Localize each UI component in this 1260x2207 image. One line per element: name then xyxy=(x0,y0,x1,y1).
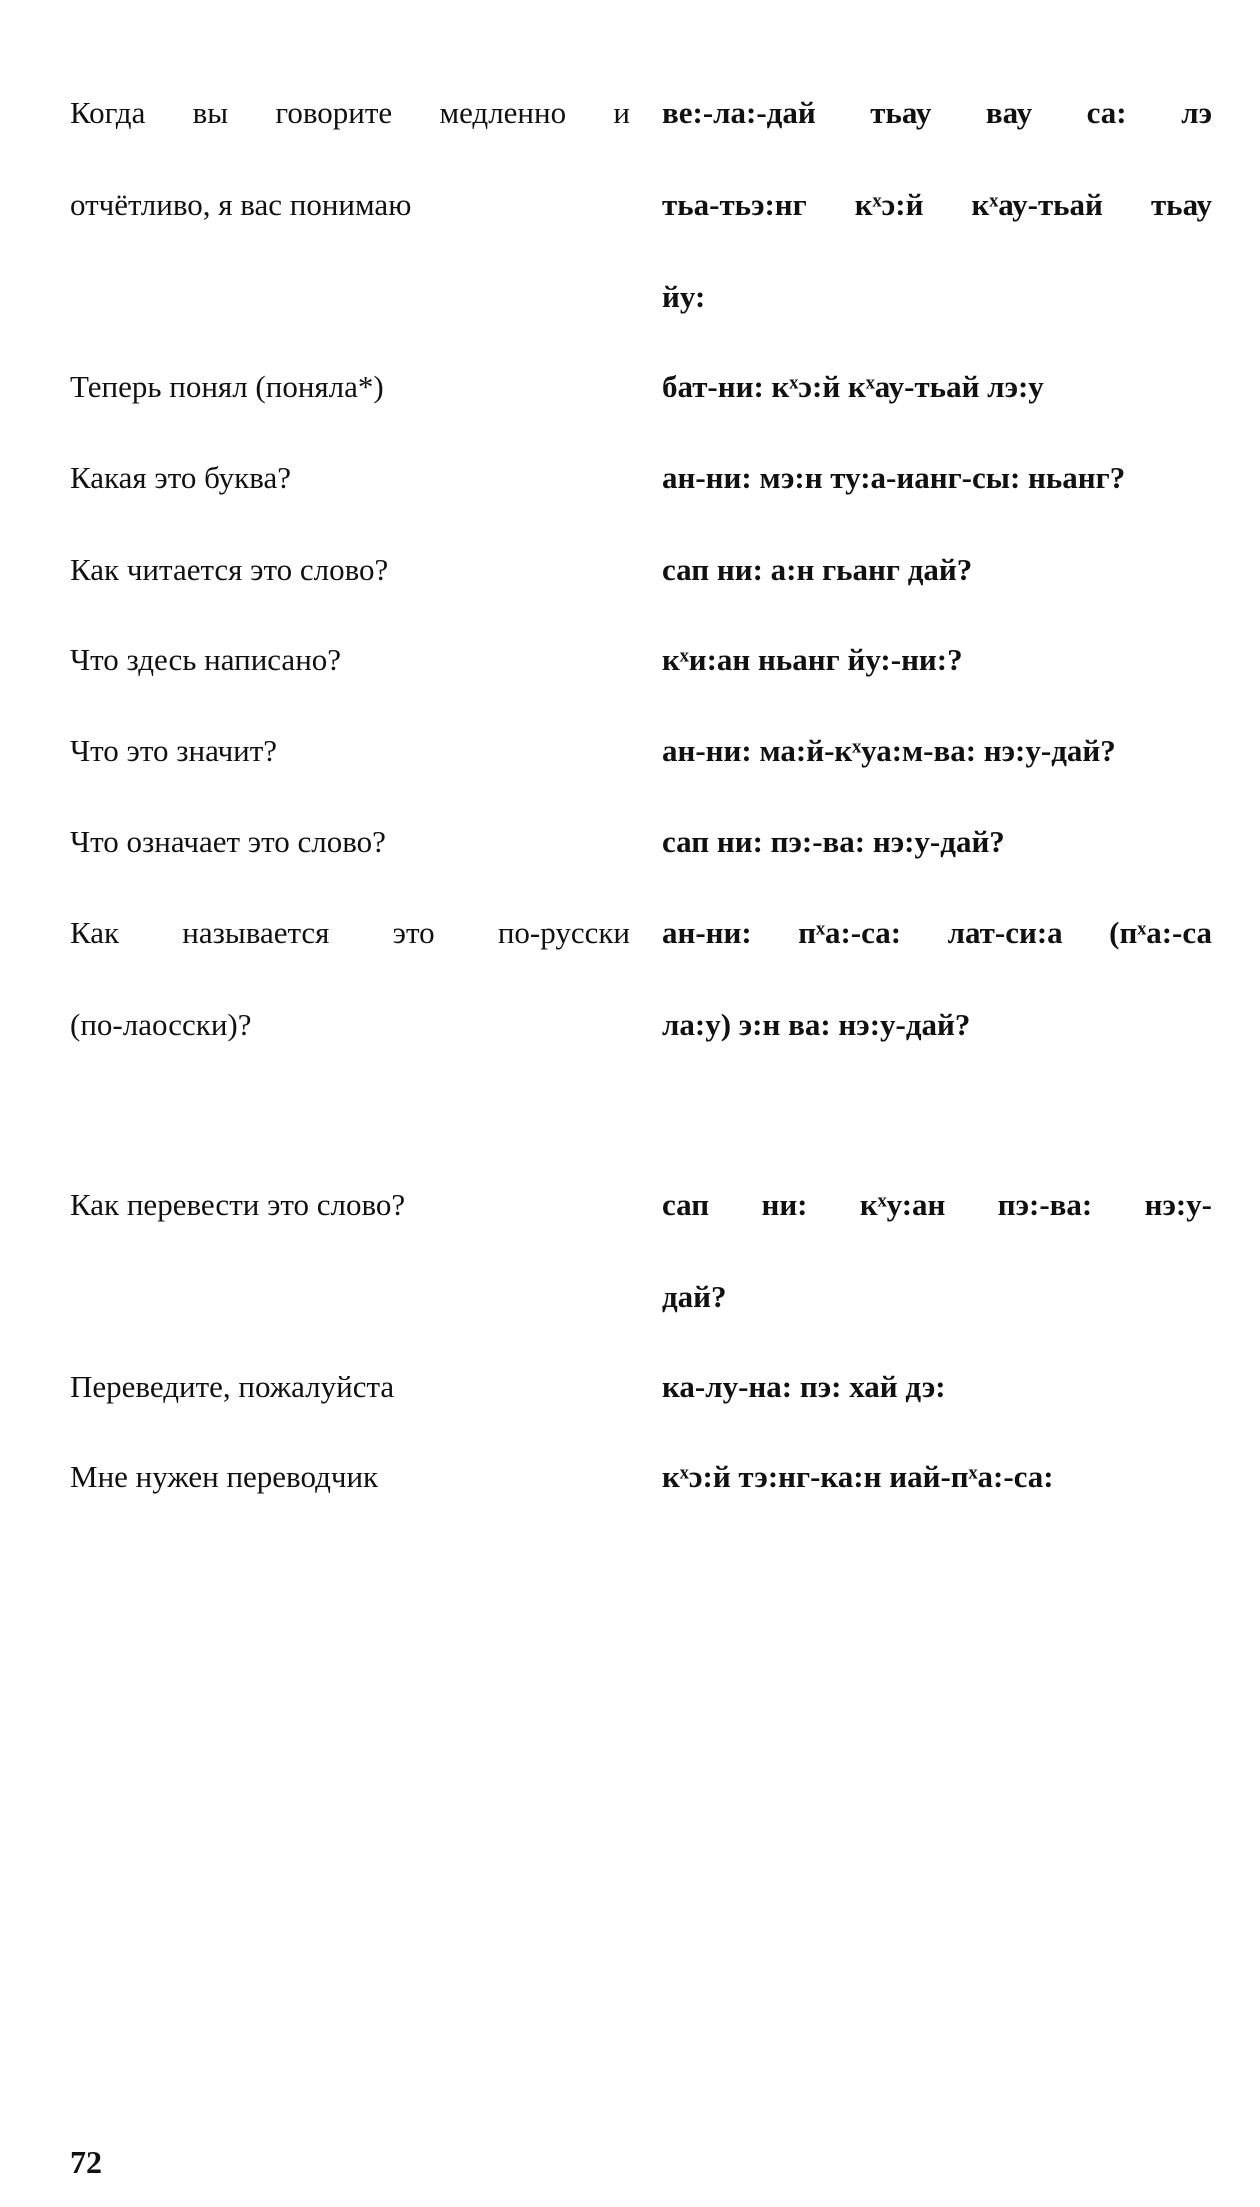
russian-phrase: отчётливо, я вас понимаю xyxy=(70,187,412,222)
lao-transcription: сап ни: кˣу:ан пэ:-ва: нэ:у- xyxy=(662,1187,1212,1222)
lao-transcription: ан-ни: мэ:н ту:а-ианг-сы: ньанг? xyxy=(662,460,1126,495)
lao-transcription: йу: xyxy=(662,279,706,314)
russian-phrase: Что это значит? xyxy=(70,733,278,768)
russian-phrase: Какая это буква? xyxy=(70,460,291,495)
lao-transcription: ла:у) э:н ва: нэ:у-дай? xyxy=(662,1007,971,1042)
russian-phrase: Переведите, пожалуйста xyxy=(70,1369,395,1404)
russian-phrase: Когда вы говорите медленно и xyxy=(70,95,630,130)
lao-transcription: дай? xyxy=(662,1279,727,1314)
lao-transcription: ка-лу-на: пэ: хай дэ: xyxy=(662,1369,946,1404)
russian-phrase: Мне нужен переводчик xyxy=(70,1459,379,1494)
russian-phrase: Что здесь написано? xyxy=(70,642,342,677)
lao-transcription: ан-ни: ма:й-кˣуа:м-ва: нэ:у-дай? xyxy=(662,733,1116,768)
lao-transcription: кˣɔ:й тэ:нг-ка:н иай-пˣа:-са: xyxy=(662,1459,1054,1494)
page-number: 72 xyxy=(70,2144,102,2180)
lao-transcription: сап ни: пэ:-ва: нэ:у-дай? xyxy=(662,824,1005,859)
lao-transcription: тьа-тьэ:нг кˣɔ:й кˣау-тьай тьау xyxy=(662,187,1212,222)
russian-phrase: Что означает это слово? xyxy=(70,824,386,859)
lao-transcription: сап ни: а:н гьанг дай? xyxy=(662,552,973,587)
lao-transcription: ан-ни: пˣа:-са: лат-си:а (пˣа:-са xyxy=(662,915,1212,950)
russian-phrase: Как читается это слово? xyxy=(70,552,389,587)
lao-transcription: бат-ни: кˣɔ:й кˣау-тьай лэ:у xyxy=(662,369,1044,404)
lao-transcription: ве:-ла:-дай тьау вау са: лэ xyxy=(662,95,1212,130)
russian-phrase: Как перевести это слово? xyxy=(70,1187,406,1222)
lao-transcription: кˣи:ан ньанг йу:-ни:? xyxy=(662,642,963,677)
russian-phrase: Как называется это по-русски xyxy=(70,915,630,950)
russian-phrase: (по-лаосски)? xyxy=(70,1007,252,1042)
russian-phrase: Теперь понял (поняла*) xyxy=(70,369,384,404)
